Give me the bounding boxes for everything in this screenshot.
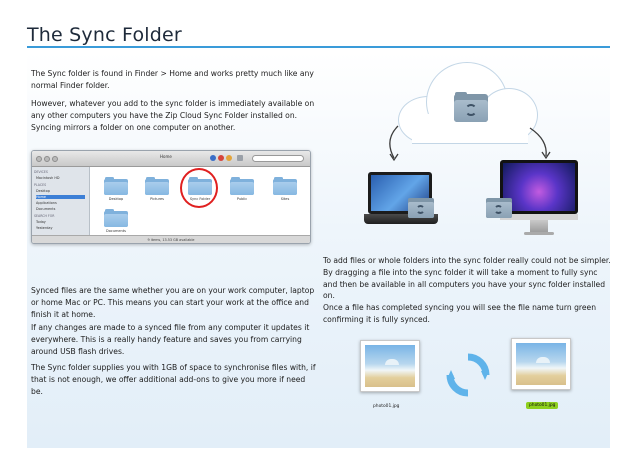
close-dot-icon — [36, 156, 42, 162]
folder-label-sites: Sites — [280, 197, 290, 201]
photo-thumbnail-after — [511, 338, 571, 390]
paragraph-synced-files: Synced files are the same whether you are on your work computer, laptop or home Mac or PC. This means you can start your work at the office and finish it at home. — [31, 286, 315, 319]
folder-icon — [273, 177, 297, 195]
status-badge-icon — [226, 155, 232, 161]
sidebar-heading-devices: DEVICES — [34, 170, 48, 174]
paragraph-completed-sync: Once a file has completed syncing you will see the file name turn green confirming it is fully synced. — [323, 303, 597, 324]
folder-label-sync: Sync Folder — [189, 197, 211, 201]
sidebar-item-today: Today — [36, 220, 46, 224]
sync-badge-icon — [210, 155, 216, 161]
gear-icon — [237, 155, 243, 161]
paragraph-changes: If any changes are made to a synced file from any computer it updates it everywhere. This is a really handy feature and saves you from carrying around USB flash drives. — [31, 323, 310, 356]
folder-label-desktop: Desktop — [108, 197, 124, 201]
alert-badge-icon — [218, 155, 224, 161]
finder-toolbar — [32, 151, 310, 167]
finder-search-input — [252, 155, 304, 162]
sidebar-heading-places: PLACES — [34, 183, 47, 187]
sidebar-item-applications: Applications — [36, 201, 57, 205]
page-title: The Sync Folder — [27, 24, 182, 46]
finder-window-title: Home — [160, 154, 172, 159]
folder-icon — [104, 209, 128, 227]
folder-label-documents: Documents — [106, 229, 126, 233]
paragraph-space: The Sync folder supplies you with 1GB of space to synchronise files with, if that is not enough, we offer additional add-ons to give you more if need be. — [31, 363, 316, 396]
folder-icon — [230, 177, 254, 195]
photo-caption-before: photo01.jpg — [373, 404, 400, 409]
zoom-dot-icon — [52, 156, 58, 162]
paragraph-add-files: To add files or whole folders into the sync folder really could not be simpler. By dragging a file into the sync folder it will take a moment to fully sync and then be available in all computers you have your sync folder installed on. — [323, 256, 611, 301]
intro-paragraph-2: However, whatever you add to the sync folder is immediately available on any other computers you have the Zip Cloud Sync Folder installed on. Syncing mirrors a folder on one computer on another. — [31, 99, 315, 132]
desktop-sync-folder-icon — [486, 196, 512, 218]
finder-sidebar — [32, 167, 90, 237]
photo-thumbnail-before — [360, 340, 420, 392]
sidebar-item-home: Home — [36, 195, 85, 199]
sync-icon — [445, 352, 491, 398]
folder-icon — [104, 177, 128, 195]
finder-window-screenshot — [31, 150, 311, 244]
sidebar-item-documents: Documents — [36, 207, 56, 211]
minimize-dot-icon — [44, 156, 50, 162]
folder-label-pictures: Pictures — [150, 197, 164, 201]
finder-status-bar: 9 items, 13.53 GB available — [32, 235, 310, 243]
folder-label-public: Public — [236, 197, 248, 201]
title-divider — [27, 46, 610, 48]
intro-paragraph-1: The Sync folder is found in Finder > Home and works pretty much like any normal Finder folder. — [31, 69, 314, 90]
laptop-sync-folder-icon — [408, 196, 434, 218]
sidebar-item-desktop: Desktop — [36, 189, 50, 193]
sidebar-heading-search: SEARCH FOR — [34, 214, 55, 218]
sidebar-item-macintosh-hd: Macintosh HD — [36, 176, 60, 180]
photo-caption-synced: photo01.jpg — [526, 402, 558, 409]
highlight-circle — [180, 168, 218, 208]
folder-icon — [145, 177, 169, 195]
sidebar-item-yesterday: Yesterday — [36, 226, 53, 230]
